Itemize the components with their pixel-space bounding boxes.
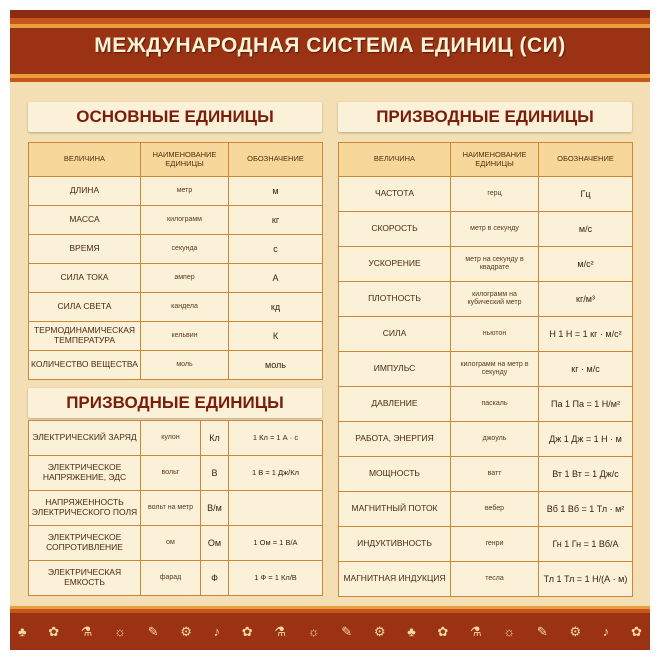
cell-unit-name: паскаль <box>451 387 539 422</box>
ornament-glyph: ♪ <box>213 624 221 639</box>
cell-quantity: ИНДУКТИВНОСТЬ <box>339 527 451 562</box>
table-row <box>339 212 633 247</box>
cell-quantity: НАПРЯЖЕННОСТЬ ЭЛЕКТРИЧЕСКОГО ПОЛЯ <box>29 491 141 526</box>
ornament-glyph: ☼ <box>503 624 516 639</box>
cell-unit-name: кулон <box>141 421 201 456</box>
cell-quantity: ЧАСТОТА <box>339 177 451 212</box>
cell-symbol: с <box>229 235 323 264</box>
cell-quantity: КОЛИЧЕСТВО ВЕЩЕСТВА <box>29 351 141 380</box>
cell-quantity: ЭЛЕКТРИЧЕСКАЯ ЕМКОСТЬ <box>29 561 141 596</box>
base-units-heading: ОСНОВНЫЕ ЕДИНИЦЫ <box>28 102 322 132</box>
cell-unit-name: фарад <box>141 561 201 596</box>
table-row <box>29 206 323 235</box>
ornament-glyph: ♪ <box>602 624 610 639</box>
header-symbol: ОБОЗНАЧЕНИЕ <box>229 143 323 177</box>
header-unit-name: НАИМЕНОВАНИЕ ЕДИНИЦЫ <box>451 143 539 177</box>
cell-quantity: ВРЕМЯ <box>29 235 141 264</box>
cell-quantity: УСКОРЕНИЕ <box>339 247 451 282</box>
cell-symbol: Н 1 Н = 1 кг · м/с² <box>539 317 633 352</box>
cell-unit-name: кельвин <box>141 322 229 351</box>
cell-symbol: кг <box>229 206 323 235</box>
poster <box>10 10 650 650</box>
table-row <box>339 387 633 422</box>
cell-unit-name: генри <box>451 527 539 562</box>
cell-quantity: СИЛА СВЕТА <box>29 293 141 322</box>
ornament-glyph: ⚙ <box>180 624 192 639</box>
table-row <box>29 322 323 351</box>
header-quantity: ВЕЛИЧИНА <box>339 143 451 177</box>
cell-unit-name: ампер <box>141 264 229 293</box>
cell-quantity: СКОРОСТЬ <box>339 212 451 247</box>
cell-symbol: Гц <box>539 177 633 212</box>
cell-quantity: ДЛИНА <box>29 177 141 206</box>
table-header-row <box>29 143 323 177</box>
ornament-glyph: ⚗ <box>274 624 287 639</box>
cell-quantity: ИМПУЛЬС <box>339 352 451 387</box>
cell-quantity: ЭЛЕКТРИЧЕСКОЕ СОПРОТИВЛЕНИЕ <box>29 526 141 561</box>
table-row <box>29 293 323 322</box>
table-row <box>29 264 323 293</box>
cell-unit-name: ватт <box>451 457 539 492</box>
ornament-glyph: ♣ <box>18 624 27 639</box>
cell-symbol: Гн 1 Гн = 1 Вб/А <box>539 527 633 562</box>
cell-symbol: кг/м³ <box>539 282 633 317</box>
table-row <box>29 177 323 206</box>
cell-quantity: ПЛОТНОСТЬ <box>339 282 451 317</box>
cell-unit-name: метр в секунду <box>451 212 539 247</box>
derived-units-table-left <box>28 420 323 596</box>
table-row <box>29 526 323 561</box>
cell-symbol: Дж 1 Дж = 1 Н · м <box>539 422 633 457</box>
cell-symbol: Вб 1 Вб = 1 Тл · м² <box>539 492 633 527</box>
cell-symbol: В/м <box>201 491 229 526</box>
header-quantity: ВЕЛИЧИНА <box>29 143 141 177</box>
cell-unit-name: кандела <box>141 293 229 322</box>
cell-quantity: СИЛА <box>339 317 451 352</box>
cell-unit-name: метр на секунду в квадрате <box>451 247 539 282</box>
cell-symbol: кг · м/с <box>539 352 633 387</box>
cell-symbol: Вт 1 Вт = 1 Дж/с <box>539 457 633 492</box>
table-row <box>29 491 323 526</box>
cell-unit-name: джоуль <box>451 422 539 457</box>
base-units-table <box>28 142 323 380</box>
ornament-glyph: ♣ <box>407 624 416 639</box>
cell-definition: 1 Ом = 1 В/А <box>229 526 323 561</box>
ornament-glyph: ☼ <box>114 624 127 639</box>
cell-quantity: ЭЛЕКТРИЧЕСКОЕ НАПРЯЖЕНИЕ, ЭДС <box>29 456 141 491</box>
derived-units-heading-left: ПРИЗВОДНЫЕ ЕДИНИЦЫ <box>28 388 322 418</box>
table-header-row <box>339 143 633 177</box>
cell-unit-name: вольт <box>141 456 201 491</box>
ornament-row <box>18 621 642 643</box>
cell-symbol: Тл 1 Тл = 1 Н/(А · м) <box>539 562 633 597</box>
table-row <box>29 561 323 596</box>
cell-symbol: Кл <box>201 421 229 456</box>
cell-unit-name: килограмм <box>141 206 229 235</box>
ornament-glyph: ✿ <box>630 624 642 639</box>
cell-unit-name: герц <box>451 177 539 212</box>
cell-quantity: ЭЛЕКТРИЧЕСКИЙ ЗАРЯД <box>29 421 141 456</box>
cell-definition: 1 Ф = 1 Кл/В <box>229 561 323 596</box>
ornament-glyph: ⚙ <box>373 624 386 639</box>
cell-definition: 1 В = 1 Дж/Кл <box>229 456 323 491</box>
cell-symbol: моль <box>229 351 323 380</box>
table-row <box>339 527 633 562</box>
table-row <box>339 492 633 527</box>
cell-unit-name: тесла <box>451 562 539 597</box>
table-row <box>339 562 633 597</box>
ornament-glyph: ⚙ <box>569 624 582 639</box>
cell-unit-name: ньютон <box>451 317 539 352</box>
cell-quantity: МАГНИТНАЯ ИНДУКЦИЯ <box>339 562 451 597</box>
poster-title: МЕЖДУНАРОДНАЯ СИСТЕМА ЕДИНИЦ (СИ) <box>94 34 566 57</box>
table-row <box>29 421 323 456</box>
cell-quantity: ДАВЛЕНИЕ <box>339 387 451 422</box>
ornament-glyph: ✎ <box>341 624 353 639</box>
cell-unit-name: ом <box>141 526 201 561</box>
cell-symbol: м/с² <box>539 247 633 282</box>
cell-definition: 1 Кл = 1 А · с <box>229 421 323 456</box>
table-row <box>339 422 633 457</box>
cell-quantity: МАССА <box>29 206 141 235</box>
table-row <box>339 247 633 282</box>
table-row <box>29 456 323 491</box>
cell-quantity: ТЕРМОДИНАМИЧЕСКАЯ ТЕМПЕРАТУРА <box>29 322 141 351</box>
table-row <box>339 317 633 352</box>
cell-definition <box>229 491 323 526</box>
ornament-glyph: ☼ <box>307 624 320 639</box>
cell-symbol: м <box>229 177 323 206</box>
table-row <box>339 352 633 387</box>
cell-symbol: В <box>201 456 229 491</box>
cell-symbol: кд <box>229 293 323 322</box>
cell-quantity: РАБОТА, ЭНЕРГИЯ <box>339 422 451 457</box>
derived-units-heading-right: ПРИЗВОДНЫЕ ЕДИНИЦЫ <box>338 102 632 132</box>
cell-quantity: МАГНИТНЫЙ ПОТОК <box>339 492 451 527</box>
cell-symbol: А <box>229 264 323 293</box>
cell-symbol: м/с <box>539 212 633 247</box>
cell-unit-name: секунда <box>141 235 229 264</box>
ornament-glyph: ⚗ <box>80 624 93 639</box>
cell-unit-name: вебер <box>451 492 539 527</box>
cell-unit-name: вольт на метр <box>141 491 201 526</box>
ornament-glyph: ✿ <box>437 624 449 639</box>
cell-unit-name: метр <box>141 177 229 206</box>
cell-symbol: К <box>229 322 323 351</box>
cell-quantity: МОЩНОСТЬ <box>339 457 451 492</box>
ornament-glyph: ✿ <box>241 624 253 639</box>
table-row <box>29 351 323 380</box>
table-row <box>339 457 633 492</box>
ornament-glyph: ✎ <box>147 624 159 639</box>
cell-quantity: СИЛА ТОКА <box>29 264 141 293</box>
table-row <box>339 282 633 317</box>
derived-units-table-right <box>338 142 633 597</box>
cell-unit-name: килограмм на метр в секунду <box>451 352 539 387</box>
header-unit-name: НАИМЕНОВАНИЕ ЕДИНИЦЫ <box>141 143 229 177</box>
cell-unit-name: моль <box>141 351 229 380</box>
ornament-glyph: ✎ <box>536 624 548 639</box>
header-symbol: ОБОЗНАЧЕНИЕ <box>539 143 633 177</box>
ornament-glyph: ✿ <box>48 624 60 639</box>
table-row <box>339 177 633 212</box>
ornament-glyph: ⚗ <box>469 624 482 639</box>
cell-symbol: Ф <box>201 561 229 596</box>
cell-unit-name: килограмм на кубический метр <box>451 282 539 317</box>
cell-symbol: Па 1 Па = 1 Н/м² <box>539 387 633 422</box>
cell-symbol: Ом <box>201 526 229 561</box>
table-row <box>29 235 323 264</box>
